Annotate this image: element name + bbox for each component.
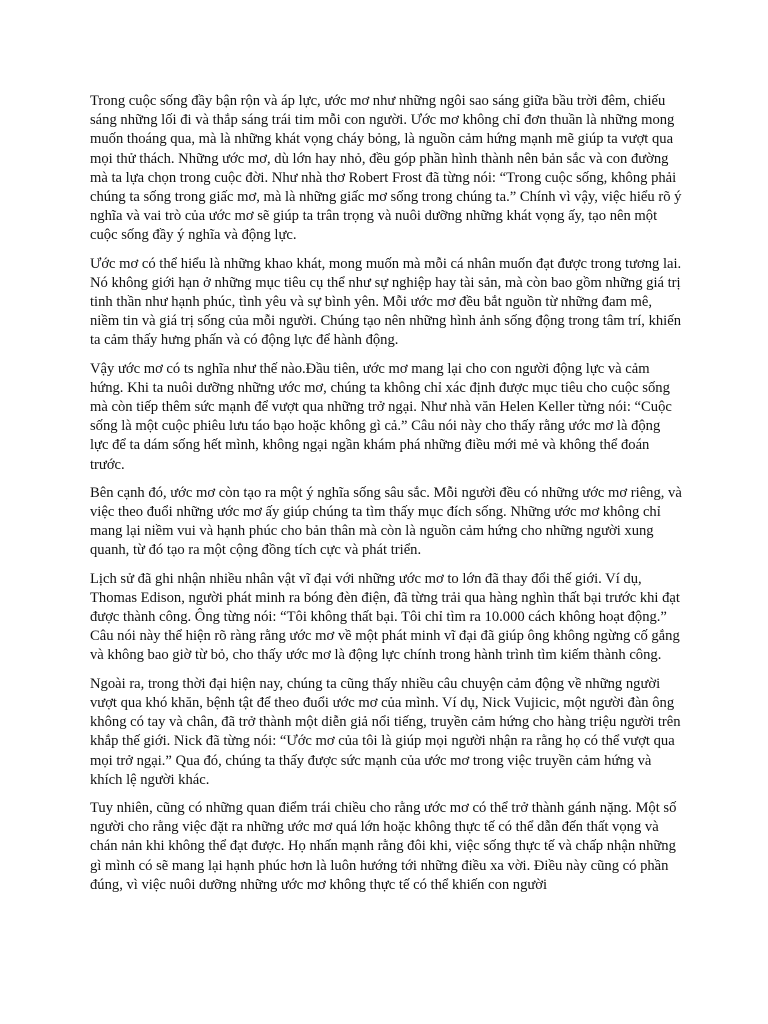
- paragraph-7: Tuy nhiên, cũng có những quan điểm trái chiều cho rằng ước mơ có thể trở thành gánh nặng. Một số người cho rằng việc đặt ra những ước mơ quá lớn hoặc không thực tế có thể dẫn đến thất vọng và chán nản khi không thể đạt được. Họ nhấn mạnh rằng đôi khi, việc sống thực tế và chấp nhận những gì mình có sẽ mang lại hạnh phúc hơn là luôn hướng tới những điều xa vời. Điều này cũng có phần đúng, vì việc nuôi dưỡng những ước mơ không thực tế có thể khiến con người: [90, 799, 677, 893]
- paragraph-3: Vậy ước mơ có ts nghĩa như thế nào.Đầu tiên, ước mơ mang lại cho con người động lực và cảm hứng. Khi ta nuôi dưỡng những ước mơ, chúng ta không chỉ xác định được mục tiêu cho cuộc sống mà còn tiếp thêm sức mạnh để vượt qua những trở ngại. Như nhà văn Helen Keller từng nói: “Cuộc sống là một cuộc phiêu lưu táo bạo hoặc không gì cả.” Câu nói này cho thấy rằng ước mơ là động lực để ta dám sống hết mình, không ngại ngần khám phá những điều mới mẻ và không thể đoán trước.: [90, 360, 672, 473]
- paragraph-4: Bên cạnh đó, ước mơ còn tạo ra một ý nghĩa sống sâu sắc. Mỗi người đều có những ước mơ riêng, và việc theo đuổi những ước mơ ấy giúp chúng ta tìm thấy mục đích sống. Những ước mơ không chỉ mang lại niềm vui và hạnh phúc cho bản thân mà còn là nguồn cảm hứng cho những người xung quanh, từ đó tạo ra một cộng đồng tích cực và phát triển.: [90, 484, 682, 559]
- paragraph-5: Lịch sử đã ghi nhận nhiều nhân vật vĩ đại với những ước mơ to lớn đã thay đổi thế giới. Ví dụ, Thomas Edison, người phát minh ra bóng đèn điện, đã từng trải qua hàng nghìn thất bại trước khi đạt được thành công. Ông từng nói: “Tôi không thất bại. Tôi chỉ tìm ra 10.000 cách không hoạt động.” Câu nói này thể hiện rõ ràng rằng ước mơ về một phát minh vĩ đại đã giúp ông không ngừng cố gắng và không bao giờ từ bỏ, cho thấy ước mơ là động lực chính trong hành trình tìm kiếm thành công.: [90, 570, 680, 664]
- document-body: [90, 92, 682, 904]
- paragraph-6: Ngoài ra, trong thời đại hiện nay, chúng ta cũng thấy nhiều câu chuyện cảm động về những người vượt qua khó khăn, bệnh tật để theo đuổi ước mơ của mình. Ví dụ, Nick Vujicic, một người đàn ông không có tay và chân, đã trở thành một diễn giả nổi tiếng, truyền cảm hứng cho hàng triệu người trên khắp thế giới. Nick đã từng nói: “Ước mơ của tôi là giúp mọi người nhận ra rằng họ có thể vượt qua mọi trở ngại.” Qua đó, chúng ta thấy được sức mạnh của ước mơ trong việc truyền cảm hứng và khích lệ người khác.: [90, 675, 681, 788]
- paragraph-1: Trong cuộc sống đầy bận rộn và áp lực, ước mơ như những ngôi sao sáng giữa bầu trời đêm, chiếu sáng những lối đi và thắp sáng trái tim mỗi con người. Ước mơ không chỉ đơn thuần là những mong muốn thoáng qua, mà là những khát vọng cháy bỏng, là nguồn cảm hứng mạnh mẽ giúp ta vượt qua mọi thử thách. Những ước mơ, dù lớn hay nhỏ, đều góp phần hình thành nên bản sắc và con đường mà ta lựa chọn trong cuộc đời. Như nhà thơ Robert Frost đã từng nói: “Trong cuộc sống, không phải chúng ta sống trong giấc mơ, mà là những giấc mơ sống trong chúng ta.” Chính vì vậy, việc hiểu rõ ý nghĩa và vai trò của ước mơ sẽ giúp ta trân trọng và nuôi dưỡng những khát vọng ấy, tạo nên một cuộc sống đầy ý nghĩa và động lực.: [90, 93, 682, 244]
- paragraph-2: Ước mơ có thể hiểu là những khao khát, mong muốn mà mỗi cá nhân muốn đạt được trong tương lai. Nó không giới hạn ở những mục tiêu cụ thể như sự nghiệp hay tài sản, mà còn bao gồm những giá trị tinh thần như hạnh phúc, tình yêu và sự bình yên. Mỗi ước mơ đều bắt nguồn từ những đam mê, niềm tin và giá trị sống của mỗi người. Chúng tạo nên những hình ảnh sống động trong tâm trí, khiến ta cảm thấy hưng phấn và có động lực để hành động.: [90, 255, 682, 349]
